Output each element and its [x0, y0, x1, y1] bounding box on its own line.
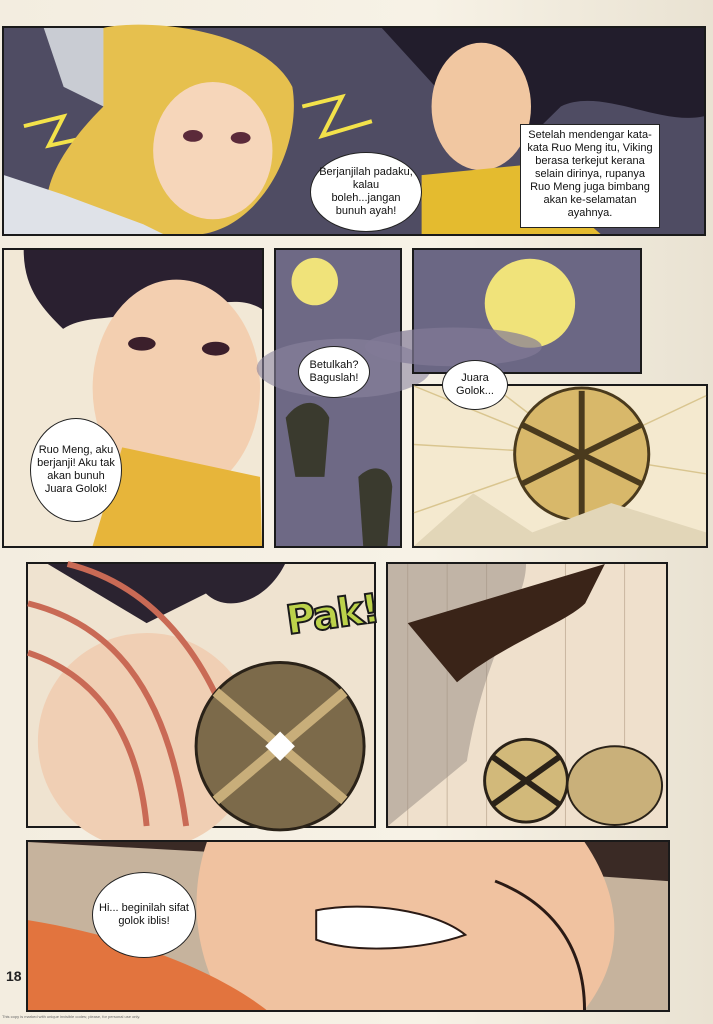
panel-5: [412, 372, 708, 548]
panel-5-art: [414, 386, 706, 546]
panel-4-art: [414, 250, 640, 372]
speech-bubble-p1: Berjanjilah padaku, kalau boleh...jangan bunuh ayah!: [310, 152, 422, 232]
panel-6: [26, 562, 381, 828]
panel-1: [2, 26, 706, 236]
footer-note: This copy is marked with unique invisible codes; please, for personal use only.: [2, 1014, 141, 1019]
speech-bubble-p2: Ruo Meng, aku berjanji! Aku tak akan bunuh Juara Golok!: [30, 418, 122, 522]
panel-3: [274, 248, 402, 548]
speech-bubble-p4: Juara Golok...: [442, 360, 508, 410]
panel-4: [412, 248, 642, 374]
panel-7-art: [388, 564, 666, 826]
page-number: 18: [6, 968, 22, 984]
panel-8: [26, 840, 670, 1012]
speech-bubble-p8: Hi... beginilah sifat golok iblis!: [92, 872, 196, 958]
speech-bubble-p3: Betulkah? Baguslah!: [298, 346, 370, 398]
panel-2: [2, 248, 264, 548]
sound-effect-pak: Pak!: [283, 585, 381, 645]
panel-3-art: [276, 250, 400, 546]
panel-7: [386, 562, 668, 828]
caption-box-p1: Setelah mendengar kata-kata Ruo Meng itu, Viking berasa terkejut kerana selain dirinya, rupanya Ruo Meng juga bimbang akan ke-selamatan ayahnya.: [520, 124, 660, 228]
